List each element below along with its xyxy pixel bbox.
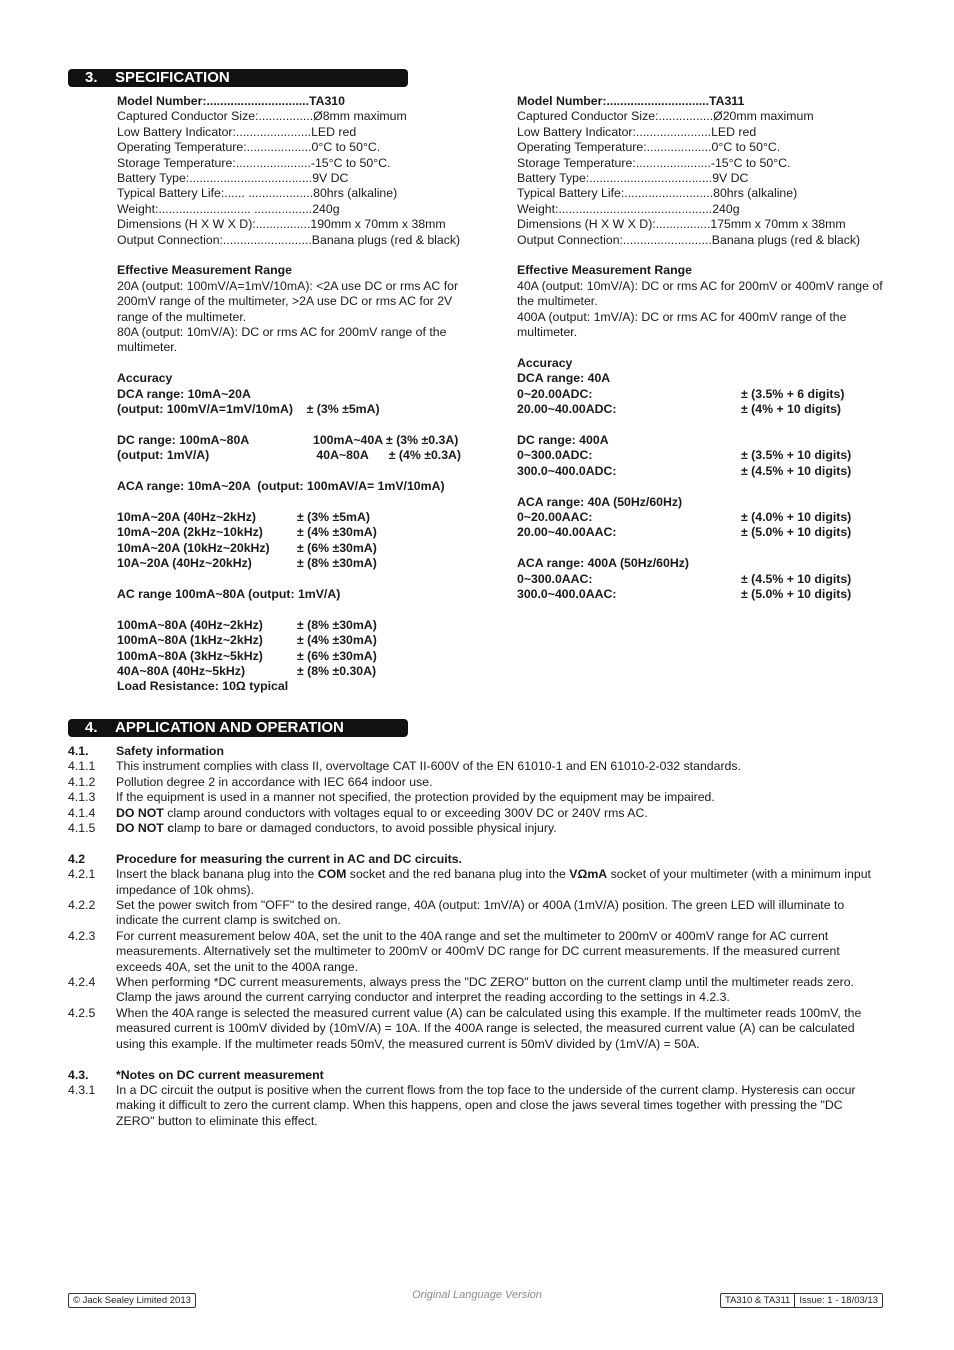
ac-cell: 100mA~80A (3kHz~5kHz) bbox=[117, 648, 263, 663]
spec-line: Model Number:..............................TA311 bbox=[517, 94, 745, 108]
item-text: Pollution degree 2 in accordance with IEC 664 indoor use. bbox=[116, 774, 433, 789]
dc-cell: (output: 1mV/A) bbox=[117, 448, 210, 463]
aca-cell: ± (3% ±5mA) bbox=[297, 509, 370, 524]
accuracy-cell: ± (5.0% + 10 digits) bbox=[741, 586, 852, 601]
item-number: 4.1.1 bbox=[68, 759, 96, 774]
dc-cell: 100mA~40A ± (3% ±0.3A) bbox=[313, 432, 459, 447]
item-text-rest: clamp around conductors with voltages equal to or exceeding 300V DC or 240V rms AC. bbox=[163, 805, 648, 820]
ac-cell: 100mA~80A (40Hz~2kHz) bbox=[117, 617, 263, 632]
accuracy-cell: ± (3.5% + 10 digits) bbox=[741, 448, 852, 463]
item-number: 4.2.4 bbox=[68, 975, 96, 990]
accuracy-cell: ± (4% + 10 digits) bbox=[741, 402, 842, 417]
accuracy-cell: 0~20.00ADC: bbox=[517, 386, 593, 401]
accuracy-cell: ± (4.5% + 10 digits) bbox=[741, 463, 852, 478]
accuracy-row bbox=[517, 572, 883, 587]
range-group-title: ACA range: 400A (50Hz/60Hz) bbox=[517, 556, 689, 571]
subsection-heading bbox=[68, 744, 878, 759]
range-group-title: DCA range: 40A bbox=[517, 371, 611, 386]
item-text: This instrument complies with class II, overvoltage CAT II-600V of the EN 61010-1 and EN 61010-2-032 standards. bbox=[116, 759, 741, 774]
item-text bbox=[116, 806, 878, 821]
list-item bbox=[68, 975, 878, 1006]
list-item bbox=[68, 790, 878, 805]
section-title: APPLICATION AND OPERATION bbox=[115, 719, 344, 736]
spec-line: Captured Conductor Size:................Ø20mm maximum bbox=[517, 109, 814, 124]
list-item bbox=[68, 806, 878, 821]
item-text: Procedure for measuring the current in AC and DC circuits. bbox=[116, 851, 462, 866]
spec-line: Storage Temperature:......................-15°C to 50°C. bbox=[117, 155, 391, 170]
ac-row bbox=[117, 633, 483, 648]
spec-line: Low Battery Indicator:......................LED red bbox=[517, 124, 757, 139]
item-number: 4.1. bbox=[68, 744, 89, 758]
issue-label: Issue: 1 - 18/03/13 bbox=[799, 1295, 879, 1306]
accuracy-cell: 0~20.00AAC: bbox=[517, 509, 593, 524]
ac-cell: ± (8% ±30mA) bbox=[297, 617, 377, 632]
range-title: Effective Measurement Range bbox=[517, 263, 692, 278]
aca-row bbox=[117, 541, 483, 556]
text-part: socket of your multimeter (with a minimum input impedance of 10k ohms). bbox=[116, 867, 871, 897]
subsection-heading bbox=[68, 852, 878, 867]
accuracy-row bbox=[517, 525, 883, 540]
accuracy-row bbox=[517, 448, 883, 463]
spec-line: Output Connection:..........................Banana plugs (red & black) bbox=[117, 232, 461, 247]
aca-row bbox=[117, 556, 483, 571]
accuracy-cell: ± (5.0% + 10 digits) bbox=[741, 525, 852, 540]
model-label: TA310 & TA311 bbox=[725, 1295, 791, 1306]
accuracy-title: Accuracy bbox=[117, 371, 173, 386]
item-number: 4.2.1 bbox=[68, 867, 96, 882]
ac-cell: ± (8% ±0.30A) bbox=[297, 663, 377, 678]
aca-title: ACA range: 10mA~20A (output: 100mAV/A= 1mV/10mA) bbox=[117, 479, 445, 494]
dc-row bbox=[117, 433, 483, 448]
list-item bbox=[68, 1083, 878, 1129]
spec-line: Storage Temperature:......................-15°C to 50°C. bbox=[517, 155, 791, 170]
item-text-rest: lamp to bare or damaged conductors, to avoid possible physical injury. bbox=[174, 821, 557, 836]
text-part: socket and the red banana plug into the bbox=[346, 867, 570, 882]
item-number: 4.2.3 bbox=[68, 928, 96, 943]
ta311-spec-column bbox=[517, 94, 883, 602]
accuracy-cell: 300.0~400.0AAC: bbox=[517, 586, 617, 601]
item-text: *Notes on DC current measurement bbox=[116, 1067, 324, 1082]
item-text bbox=[116, 821, 878, 836]
item-text: In a DC circuit the output is positive when the current flows from the top face to the underside of the current clamp. Hysteresis can occur making it difficult to zero the current clamp. When this happens, open and close the jaws several times together with pressing the "DC ZERO" button to eliminate this effect. bbox=[116, 1082, 856, 1128]
accuracy-cell: ± (4.5% + 10 digits) bbox=[741, 571, 852, 586]
section-number: 4. bbox=[85, 719, 98, 736]
accuracy-row bbox=[517, 387, 883, 402]
list-item bbox=[68, 929, 878, 975]
range-text: 400A (output: 1mV/A): DC or rms AC for 400mV range of the multimeter. bbox=[517, 309, 847, 340]
item-number: 4.1.2 bbox=[68, 774, 96, 789]
text-part: Insert the black banana plug into the bbox=[116, 867, 318, 882]
spec-line: Model Number:..............................TA310 bbox=[117, 94, 345, 108]
item-number: 4.3. bbox=[68, 1067, 89, 1082]
spec-line: Battery Type:....................................9V DC bbox=[117, 171, 349, 186]
item-number: 4.3.1 bbox=[68, 1082, 96, 1097]
aca-cell: 10mA~20A (10kHz~20kHz) bbox=[117, 540, 270, 555]
item-number: 4.1.5 bbox=[68, 821, 96, 836]
ac-cell: ± (4% ±30mA) bbox=[297, 633, 377, 648]
accuracy-cell: ± (4.0% + 10 digits) bbox=[741, 509, 852, 524]
ac-cell: ± (6% ±30mA) bbox=[297, 648, 377, 663]
range-group-title: ACA range: 40A (50Hz/60Hz) bbox=[517, 494, 683, 509]
item-text: When the 40A range is selected the measured current value (A) can be calculated using this example. If the multimeter reads 100mV, the measured current is 100mV divided by (10mV/A) = 10A. If the 400A range is selected, the measured current value (A) can be calculated using this example. If the multimeter reads 50mV, the measured current is 50mV divided by (1mV/A) = 50A. bbox=[116, 1005, 862, 1051]
accuracy-row bbox=[517, 402, 883, 417]
list-item bbox=[68, 775, 878, 790]
aca-row bbox=[117, 525, 483, 540]
ac-title: AC range 100mA~80A (output: 1mV/A) bbox=[117, 586, 341, 601]
ac-row bbox=[117, 618, 483, 633]
spec-line: Output Connection:..........................Banana plugs (red & black) bbox=[517, 232, 861, 247]
item-text bbox=[116, 867, 878, 898]
aca-cell: ± (6% ±30mA) bbox=[297, 540, 377, 555]
accuracy-cell: ± (3.5% + 6 digits) bbox=[741, 386, 845, 401]
aca-cell: 10mA~20A (40Hz~2kHz) bbox=[117, 509, 256, 524]
spec-line: Captured Conductor Size:................Ø8mm maximum bbox=[117, 109, 407, 124]
item-number: 4.2.5 bbox=[68, 1005, 96, 1020]
item-number: 4.2.2 bbox=[68, 898, 96, 913]
aca-cell: 10A~20A (40Hz~20kHz) bbox=[117, 556, 252, 571]
item-text: For current measurement below 40A, set the unit to the 40A range and set the multimeter to 200mV or 400mV range for AC current measurements. Alternatively set the multimeter to 200mV or 400mV DC range for DC current measurements. If the measured current exceeds 40A, set the unit to the 400A range. bbox=[116, 928, 840, 974]
list-item bbox=[68, 867, 878, 898]
list-item bbox=[68, 898, 878, 929]
dc-cell: DC range: 100mA~80A bbox=[117, 432, 250, 447]
item-text: Set the power switch from "OFF" to the desired range, 40A (output: 1mV/A) or 400A (1mV/A) position. The green LED will illuminate to indicate the current clamp is switched on. bbox=[116, 898, 845, 928]
spec-line: Weight:.............................................240g bbox=[517, 201, 740, 216]
spec-line: Operating Temperature:...................0°C to 50°C. bbox=[117, 140, 381, 155]
range-title: Effective Measurement Range bbox=[117, 263, 292, 278]
accuracy-cell: 20.00~40.00AAC: bbox=[517, 525, 617, 540]
emphasis: DO NOT bbox=[116, 805, 164, 820]
spec-line: Battery Type:....................................9V DC bbox=[517, 171, 749, 186]
ac-row bbox=[117, 664, 483, 679]
aca-row bbox=[117, 510, 483, 525]
spec-line: Typical Battery Life:..........................80hrs (alkaline) bbox=[517, 186, 798, 201]
section-title: SPECIFICATION bbox=[115, 69, 230, 86]
ac-row bbox=[117, 649, 483, 664]
item-text: If the equipment is used in a manner not specified, the protection provided by the equipment may be impaired. bbox=[116, 790, 715, 805]
item-number: 4.1.3 bbox=[68, 790, 96, 805]
emphasis: VΩmA bbox=[569, 867, 608, 882]
ac-cell: 40A~80A (40Hz~5kHz) bbox=[117, 663, 246, 678]
accuracy-cell: 300.0~400.0ADC: bbox=[517, 463, 617, 478]
ta310-spec-column bbox=[117, 94, 483, 695]
aca-cell: ± (8% ±30mA) bbox=[297, 556, 377, 571]
accuracy-row bbox=[517, 587, 883, 602]
dc-cell: 40A~80A ± (4% ±0.3A) bbox=[313, 448, 462, 463]
section-number: 3. bbox=[85, 69, 98, 86]
spec-line: Operating Temperature:...................0°C to 50°C. bbox=[517, 140, 781, 155]
emphasis: COM bbox=[317, 867, 347, 882]
load-resistance: Load Resistance: 10Ω typical bbox=[117, 679, 289, 694]
spec-line: Dimensions (H X W X D):................190mm x 70mm x 38mm bbox=[117, 217, 446, 232]
item-text: Safety information bbox=[116, 744, 224, 758]
range-text: 20A (output: 100mV/A=1mV/10mA): <2A use DC or rms AC for 200mV range of the multimeter, >2A use DC or rms AC for 2V range of the multimeter. bbox=[117, 278, 459, 324]
list-item bbox=[68, 821, 878, 836]
emphasis: DO NOT c bbox=[116, 821, 175, 836]
item-number: 4.2 bbox=[68, 851, 86, 866]
subsection-heading bbox=[68, 1068, 878, 1083]
copyright-box: © Jack Sealey Limited 2013 bbox=[68, 1293, 196, 1308]
accuracy-row bbox=[517, 510, 883, 525]
list-item bbox=[68, 759, 878, 774]
range-text: 80A (output: 10mV/A): DC or rms AC for 200mV range of the multimeter. bbox=[117, 325, 447, 355]
range-text: 40A (output: 10mV/A): DC or rms AC for 200mV or 400mV range of the multimeter. bbox=[517, 278, 883, 309]
spec-line: Typical Battery Life:...... ...................80hrs (alkaline) bbox=[117, 186, 398, 201]
issue-box bbox=[720, 1293, 883, 1308]
accuracy-cell: 20.00~40.00ADC: bbox=[517, 402, 617, 417]
divider bbox=[794, 1294, 795, 1307]
language-version: Original Language Version bbox=[412, 1289, 542, 1301]
ac-cell: 100mA~80A (1kHz~2kHz) bbox=[117, 633, 263, 648]
aca-cell: 10mA~20A (2kHz~10kHz) bbox=[117, 525, 263, 540]
list-item bbox=[68, 1006, 878, 1052]
section-3-banner bbox=[68, 69, 408, 87]
item-text: When performing *DC current measurements, always press the "DC ZERO" button on the current clamp until the multimeter reads zero. Clamp the jaws around the current carrying conductor and interpret the reading according to the settings in 4.2.3. bbox=[116, 975, 854, 1005]
application-section bbox=[68, 744, 878, 1129]
spec-line: Dimensions (H X W X D):................175mm x 70mm x 38mm bbox=[517, 217, 846, 232]
aca-cell: ± (4% ±30mA) bbox=[297, 525, 377, 540]
dca-output: (output: 100mV/A=1mV/10mA) ± (3% ±5mA) bbox=[117, 402, 380, 417]
accuracy-cell: 0~300.0ADC: bbox=[517, 448, 593, 463]
item-number: 4.1.4 bbox=[68, 805, 96, 820]
range-group-title: DC range: 400A bbox=[517, 432, 609, 447]
accuracy-cell: 0~300.0AAC: bbox=[517, 571, 593, 586]
spec-line: Weight:........................... .................240g bbox=[117, 201, 340, 216]
spec-line: Low Battery Indicator:......................LED red bbox=[117, 124, 357, 139]
dca-range: DCA range: 10mA~20A bbox=[117, 386, 251, 401]
dc-row bbox=[117, 448, 483, 463]
section-4-banner bbox=[68, 719, 408, 737]
accuracy-title: Accuracy bbox=[517, 355, 573, 370]
accuracy-row bbox=[517, 464, 883, 479]
